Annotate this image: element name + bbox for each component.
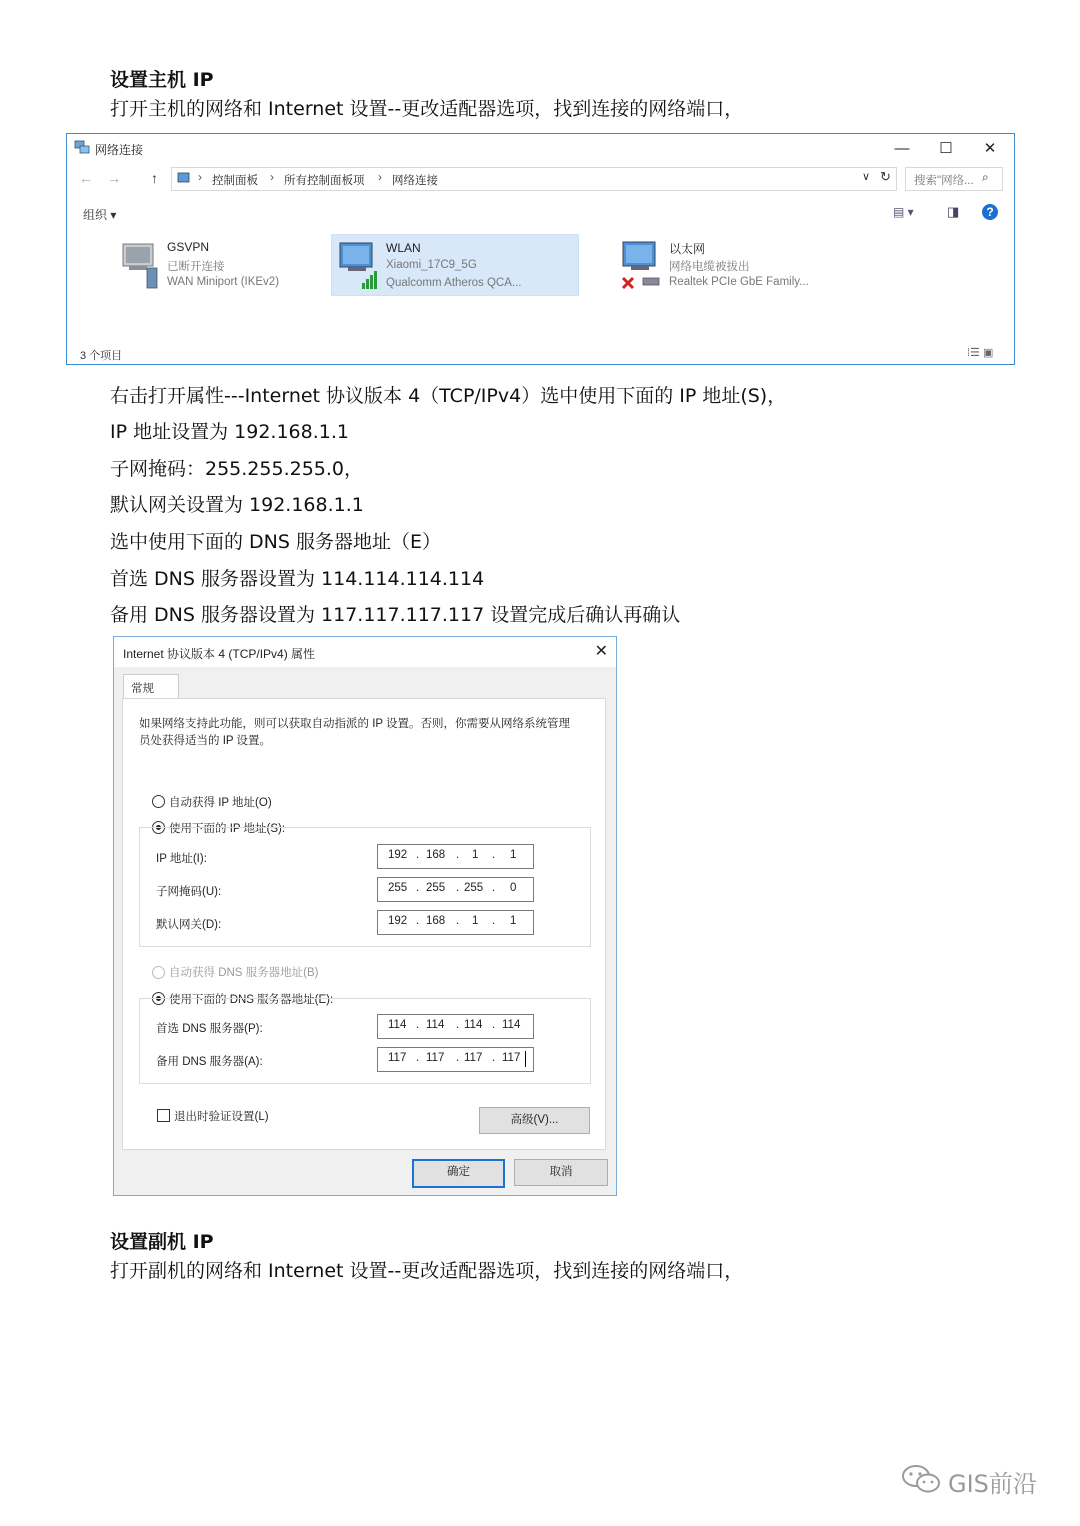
wechat-logo-icon: [900, 1464, 944, 1494]
help-icon[interactable]: ?: [982, 204, 998, 220]
connection-status: 已断开连接: [167, 261, 225, 273]
tab-general[interactable]: 常规: [123, 674, 179, 699]
instruction-line: 子网掩码：255.255.255.0，: [110, 458, 364, 480]
connection-device: Qualcomm Atheros QCA...: [386, 277, 522, 289]
preferred-dns-input[interactable]: 114 . 114 . 114 . 114: [377, 1014, 534, 1039]
up-arrow-icon[interactable]: ↑: [151, 170, 158, 186]
refresh-icon[interactable]: ↻: [880, 169, 891, 184]
vpn-adapter-icon: [117, 238, 163, 290]
ip-address-input[interactable]: 192 . 168 . 1 . 1: [377, 844, 534, 869]
dropdown-chevron-icon[interactable]: ∨: [862, 171, 871, 183]
section-intro-host: 打开主机的网络和 Internet 设置--更改适配器选项，找到连接的网络端口，: [110, 98, 744, 120]
control-panel-icon: [176, 171, 192, 186]
connection-name: GSVPN: [167, 240, 210, 254]
connection-item-gsvpn[interactable]: [113, 234, 353, 294]
instruction-line: 右击打开属性---Internet 协议版本 4（TCP/IPv4）选中使用下面的 IP 地址(S)，: [110, 385, 787, 407]
ok-button[interactable]: 确定: [412, 1159, 505, 1188]
ip-address-label: IP 地址(I):: [156, 853, 207, 865]
subnet-mask-input[interactable]: 255 . 255 . 255 . 0: [377, 877, 534, 902]
window-titlebar: [67, 134, 1014, 163]
radio-manual-dns-label: 使用下面的 DNS 服务器地址(E):: [169, 994, 334, 1006]
network-folder-icon: [74, 140, 90, 155]
section-intro-secondary: 打开副机的网络和 Internet 设置--更改适配器选项，找到连接的网络端口，: [110, 1260, 744, 1282]
connection-device: WAN Miniport (IKEv2): [167, 276, 280, 288]
alternate-dns-input[interactable]: 117 . 117 . 117 . 117: [377, 1047, 534, 1072]
instruction-line: 首选 DNS 服务器设置为 114.114.114.114: [110, 568, 485, 590]
connection-name: 以太网: [669, 242, 706, 256]
minimize-button[interactable]: —: [894, 140, 910, 157]
connection-device: Realtek PCIe GbE Family...: [669, 276, 809, 288]
radio-auto-ip-label: 自动获得 IP 地址(O): [169, 797, 272, 809]
maximize-button[interactable]: ☐: [939, 140, 953, 157]
wifi-adapter-icon: [336, 239, 386, 293]
validate-checkbox[interactable]: [157, 1109, 170, 1122]
cancel-button[interactable]: 取消: [514, 1159, 608, 1186]
alternate-dns-label: 备用 DNS 服务器(A):: [156, 1056, 263, 1068]
view-toggle-icons[interactable]: ⁞☰ ▣: [967, 347, 994, 359]
network-connections-window: [66, 133, 1015, 365]
text-cursor: [525, 1051, 526, 1067]
dialog-title: Internet 协议版本 4 (TCP/IPv4) 属性: [123, 647, 316, 661]
validate-checkbox-label: 退出时验证设置(L): [174, 1111, 269, 1123]
dialog-titlebar: [114, 637, 616, 667]
command-bar: [67, 202, 1014, 226]
radio-auto-dns[interactable]: [152, 966, 165, 979]
instruction-line: 选中使用下面的 DNS 服务器地址（E）: [110, 531, 441, 553]
window-title: 网络连接: [95, 143, 144, 157]
section-heading-host: 设置主机 IP: [110, 69, 214, 91]
watermark: [900, 1462, 1050, 1496]
preferred-dns-label: 首选 DNS 服务器(P):: [156, 1023, 263, 1035]
section-heading-secondary: 设置副机 IP: [110, 1231, 214, 1253]
instruction-line: 默认网关设置为 192.168.1.1: [110, 494, 364, 516]
address-bar[interactable]: › 控制面板 › 所有控制面板项 › 网络连接 ∨ ↻: [171, 167, 897, 191]
back-arrow-icon[interactable]: ←: [79, 170, 93, 186]
search-icon: ⌕: [982, 170, 989, 184]
general-panel: [122, 698, 606, 1150]
instruction-line: 备用 DNS 服务器设置为 117.117.117.117 设置完成后确认再确认: [110, 604, 681, 626]
forward-arrow-icon[interactable]: →: [107, 170, 121, 186]
address-row: [67, 167, 1014, 191]
connection-status: 网络电缆被拔出: [669, 261, 750, 273]
close-button[interactable]: ✕: [983, 140, 997, 157]
connection-ssid: Xiaomi_17C9_5G: [386, 259, 477, 271]
breadcrumb-control-panel[interactable]: 控制面板: [212, 175, 258, 187]
advanced-button[interactable]: 高级(V)...: [479, 1107, 590, 1134]
organize-menu-button[interactable]: 组织 ▾: [83, 208, 117, 222]
status-bar-count: 3 个项目: [80, 350, 123, 362]
preview-pane-icon[interactable]: ◨: [947, 204, 960, 219]
connection-item-ethernet[interactable]: [615, 234, 875, 294]
breadcrumb-all-items[interactable]: 所有控制面板项: [284, 175, 365, 187]
connection-name: WLAN: [386, 241, 421, 255]
instruction-line: IP 地址设置为 192.168.1.1: [110, 421, 349, 443]
breadcrumb-network[interactable]: 网络连接: [392, 175, 438, 187]
dns-settings-group: [139, 998, 591, 1084]
gateway-input[interactable]: 192 . 168 . 1 . 1: [377, 910, 534, 935]
watermark-text: GIS前沿: [948, 1470, 1037, 1498]
connection-item-wlan[interactable]: [331, 234, 579, 296]
dialog-close-button[interactable]: ✕: [594, 643, 608, 660]
ethernet-adapter-icon: [619, 238, 669, 292]
view-options-icon[interactable]: ▤ ▾: [893, 205, 914, 219]
search-input[interactable]: 搜索"网络... ⌕: [905, 167, 1003, 191]
ipv4-properties-dialog: [113, 636, 617, 1196]
ip-settings-group: [139, 827, 591, 947]
gateway-label: 默认网关(D):: [156, 919, 222, 931]
radio-auto-ip[interactable]: [152, 795, 165, 808]
subnet-mask-label: 子网掩码(U):: [156, 886, 222, 898]
radio-manual-ip-label: 使用下面的 IP 地址(S):: [169, 823, 286, 835]
radio-auto-dns-label: 自动获得 DNS 服务器地址(B): [169, 967, 319, 979]
dialog-description: 如果网络支持此功能，则可以获取自动指派的 IP 设置。否则，你需要从网络系统管理员处获得适当的 IP 设置。: [139, 718, 571, 747]
